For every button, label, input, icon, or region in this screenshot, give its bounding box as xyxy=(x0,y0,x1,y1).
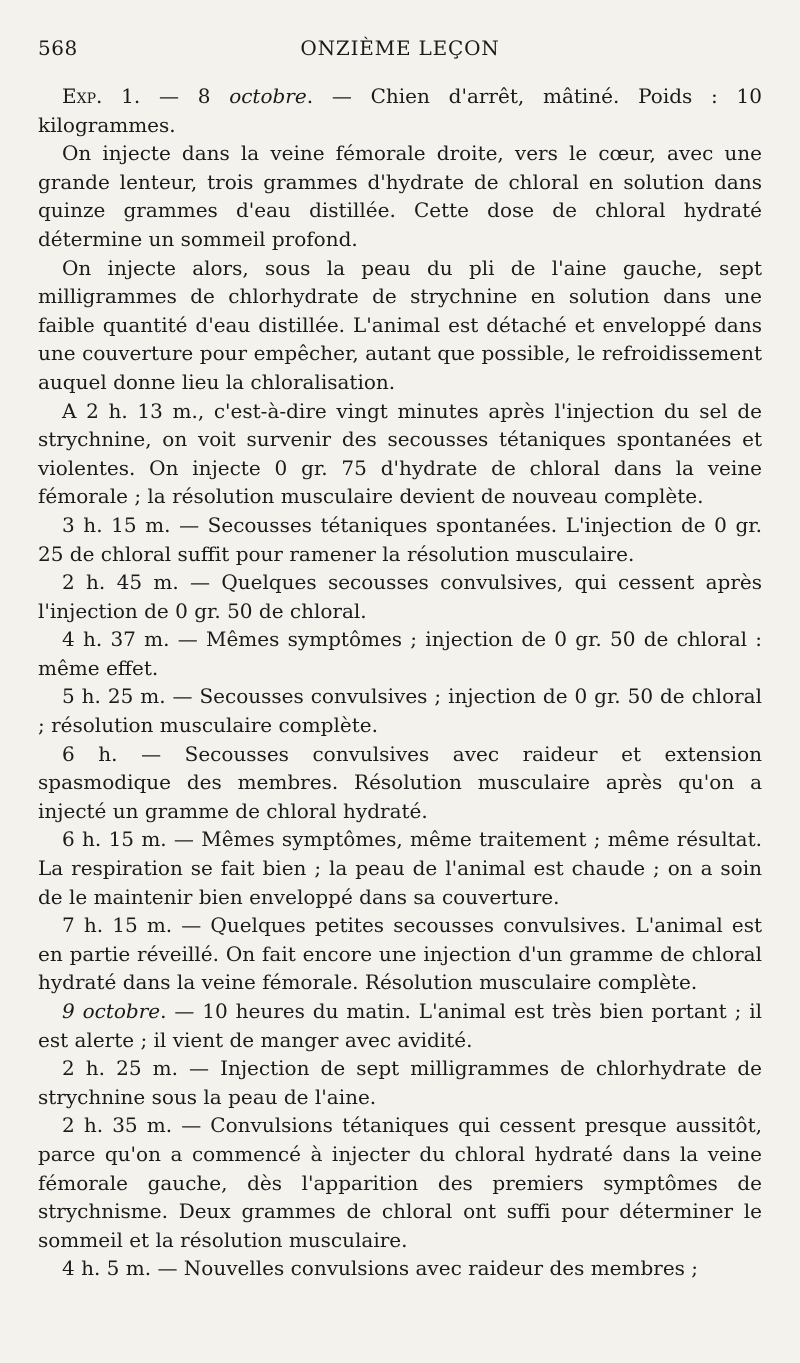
paragraph: 2 h. 35 m. — Convulsions tétaniques qui cessent presque aussitôt, parce qu'on a commencé à injecter du chloral hydraté dans la veine fémorale gauche, dès l'apparition des premiers symptômes de strychnisme. Deux grammes de chloral ont suffi pour déterminer le sommeil et la résolution musculaire. xyxy=(38,1113,762,1252)
date: octobre xyxy=(229,84,307,108)
paragraph: 2 h. 45 m. — Quelques secousses convulsives, qui cessent après l'injection de 0 gr. 50 de chloral. xyxy=(38,570,762,623)
paragraph: 6 h. 15 m. — Mêmes symptômes, même traitement ; même résultat. La respiration se fait bien ; la peau de l'animal est chaude ; on a soin de le maintenir bien enveloppé dans sa couverture. xyxy=(38,827,762,909)
paragraph-text: . — 10 heures du matin. L'animal est très bien portant ; il est alerte ; il vient de manger avec avidité. xyxy=(38,999,762,1052)
paragraph: 2 h. 25 m. — Injection de sept milligrammes de chlorhydrate de strychnine sous la peau de l'aine. xyxy=(38,1056,762,1109)
paragraph: 6 h. — Secousses convulsives avec raideur et extension spasmodique des membres. Résolution musculaire après qu'on a injecté un gramme de chloral hydraté. xyxy=(38,741,762,823)
paragraph-exp-1 xyxy=(38,82,762,139)
paragraph-text: . — Chien d'arrêt, mâtiné. Poids : 10 kilogrammes. xyxy=(38,84,762,137)
paragraph: 7 h. 15 m. — Quelques petites secousses convulsives. L'animal est en partie réveillé. On fait encore une injection d'un gramme de chloral hydraté dans la veine fémorale. Résolution musculaire complète. xyxy=(38,913,762,995)
paragraph: A 2 h. 13 m., c'est-à-dire vingt minutes après l'injection du sel de strychnine, on voit survenir des secousses tétaniques spontanées et violentes. On injecte 0 gr. 75 d'hydrate de chloral dans la veine fémorale ; la résolution musculaire devient de nouveau complète. xyxy=(38,398,762,509)
paragraph: On injecte dans la veine fémorale droite, vers le cœur, avec une grande lenteur, trois grammes d'hydrate de chloral en solution dans quinze grammes d'eau distillée. Cette dose de chloral hydraté détermine un sommeil profond. xyxy=(38,141,762,251)
paragraph-oct-9 xyxy=(38,997,762,1054)
experiment-label: Exp. 1. xyxy=(62,84,141,108)
page-number: 568 xyxy=(38,36,78,60)
page-header xyxy=(38,36,762,70)
paragraph: 3 h. 15 m. — Secousses tétaniques spontanées. L'injection de 0 gr. 25 de chloral suffit pour ramener la résolution musculaire. xyxy=(38,512,762,566)
date: 9 octobre xyxy=(62,999,161,1023)
separator: — 8 xyxy=(140,84,230,108)
paragraph: 4 h. 37 m. — Mêmes symptômes ; injection de 0 gr. 50 de chloral : même effet. xyxy=(38,627,762,680)
paragraph: 5 h. 25 m. — Secousses convulsives ; injection de 0 gr. 50 de chloral ; résolution musculaire complète. xyxy=(38,684,762,738)
paragraph: 4 h. 5 m. — Nouvelles convulsions avec raideur des membres ; xyxy=(62,1256,699,1281)
running-title: ONZIÈME LEÇON xyxy=(300,36,500,60)
paragraph: On injecte alors, sous la peau du pli de l'aine gauche, sept milligrammes de chlorhydrate de strychnine en solution dans une faible quantité d'eau distillée. L'animal est détaché et enveloppé dans une couverture pour empêcher, autant que possible, le refroidissement auquel donne lieu la chloralisation. xyxy=(38,255,762,394)
body-text xyxy=(38,82,762,1283)
